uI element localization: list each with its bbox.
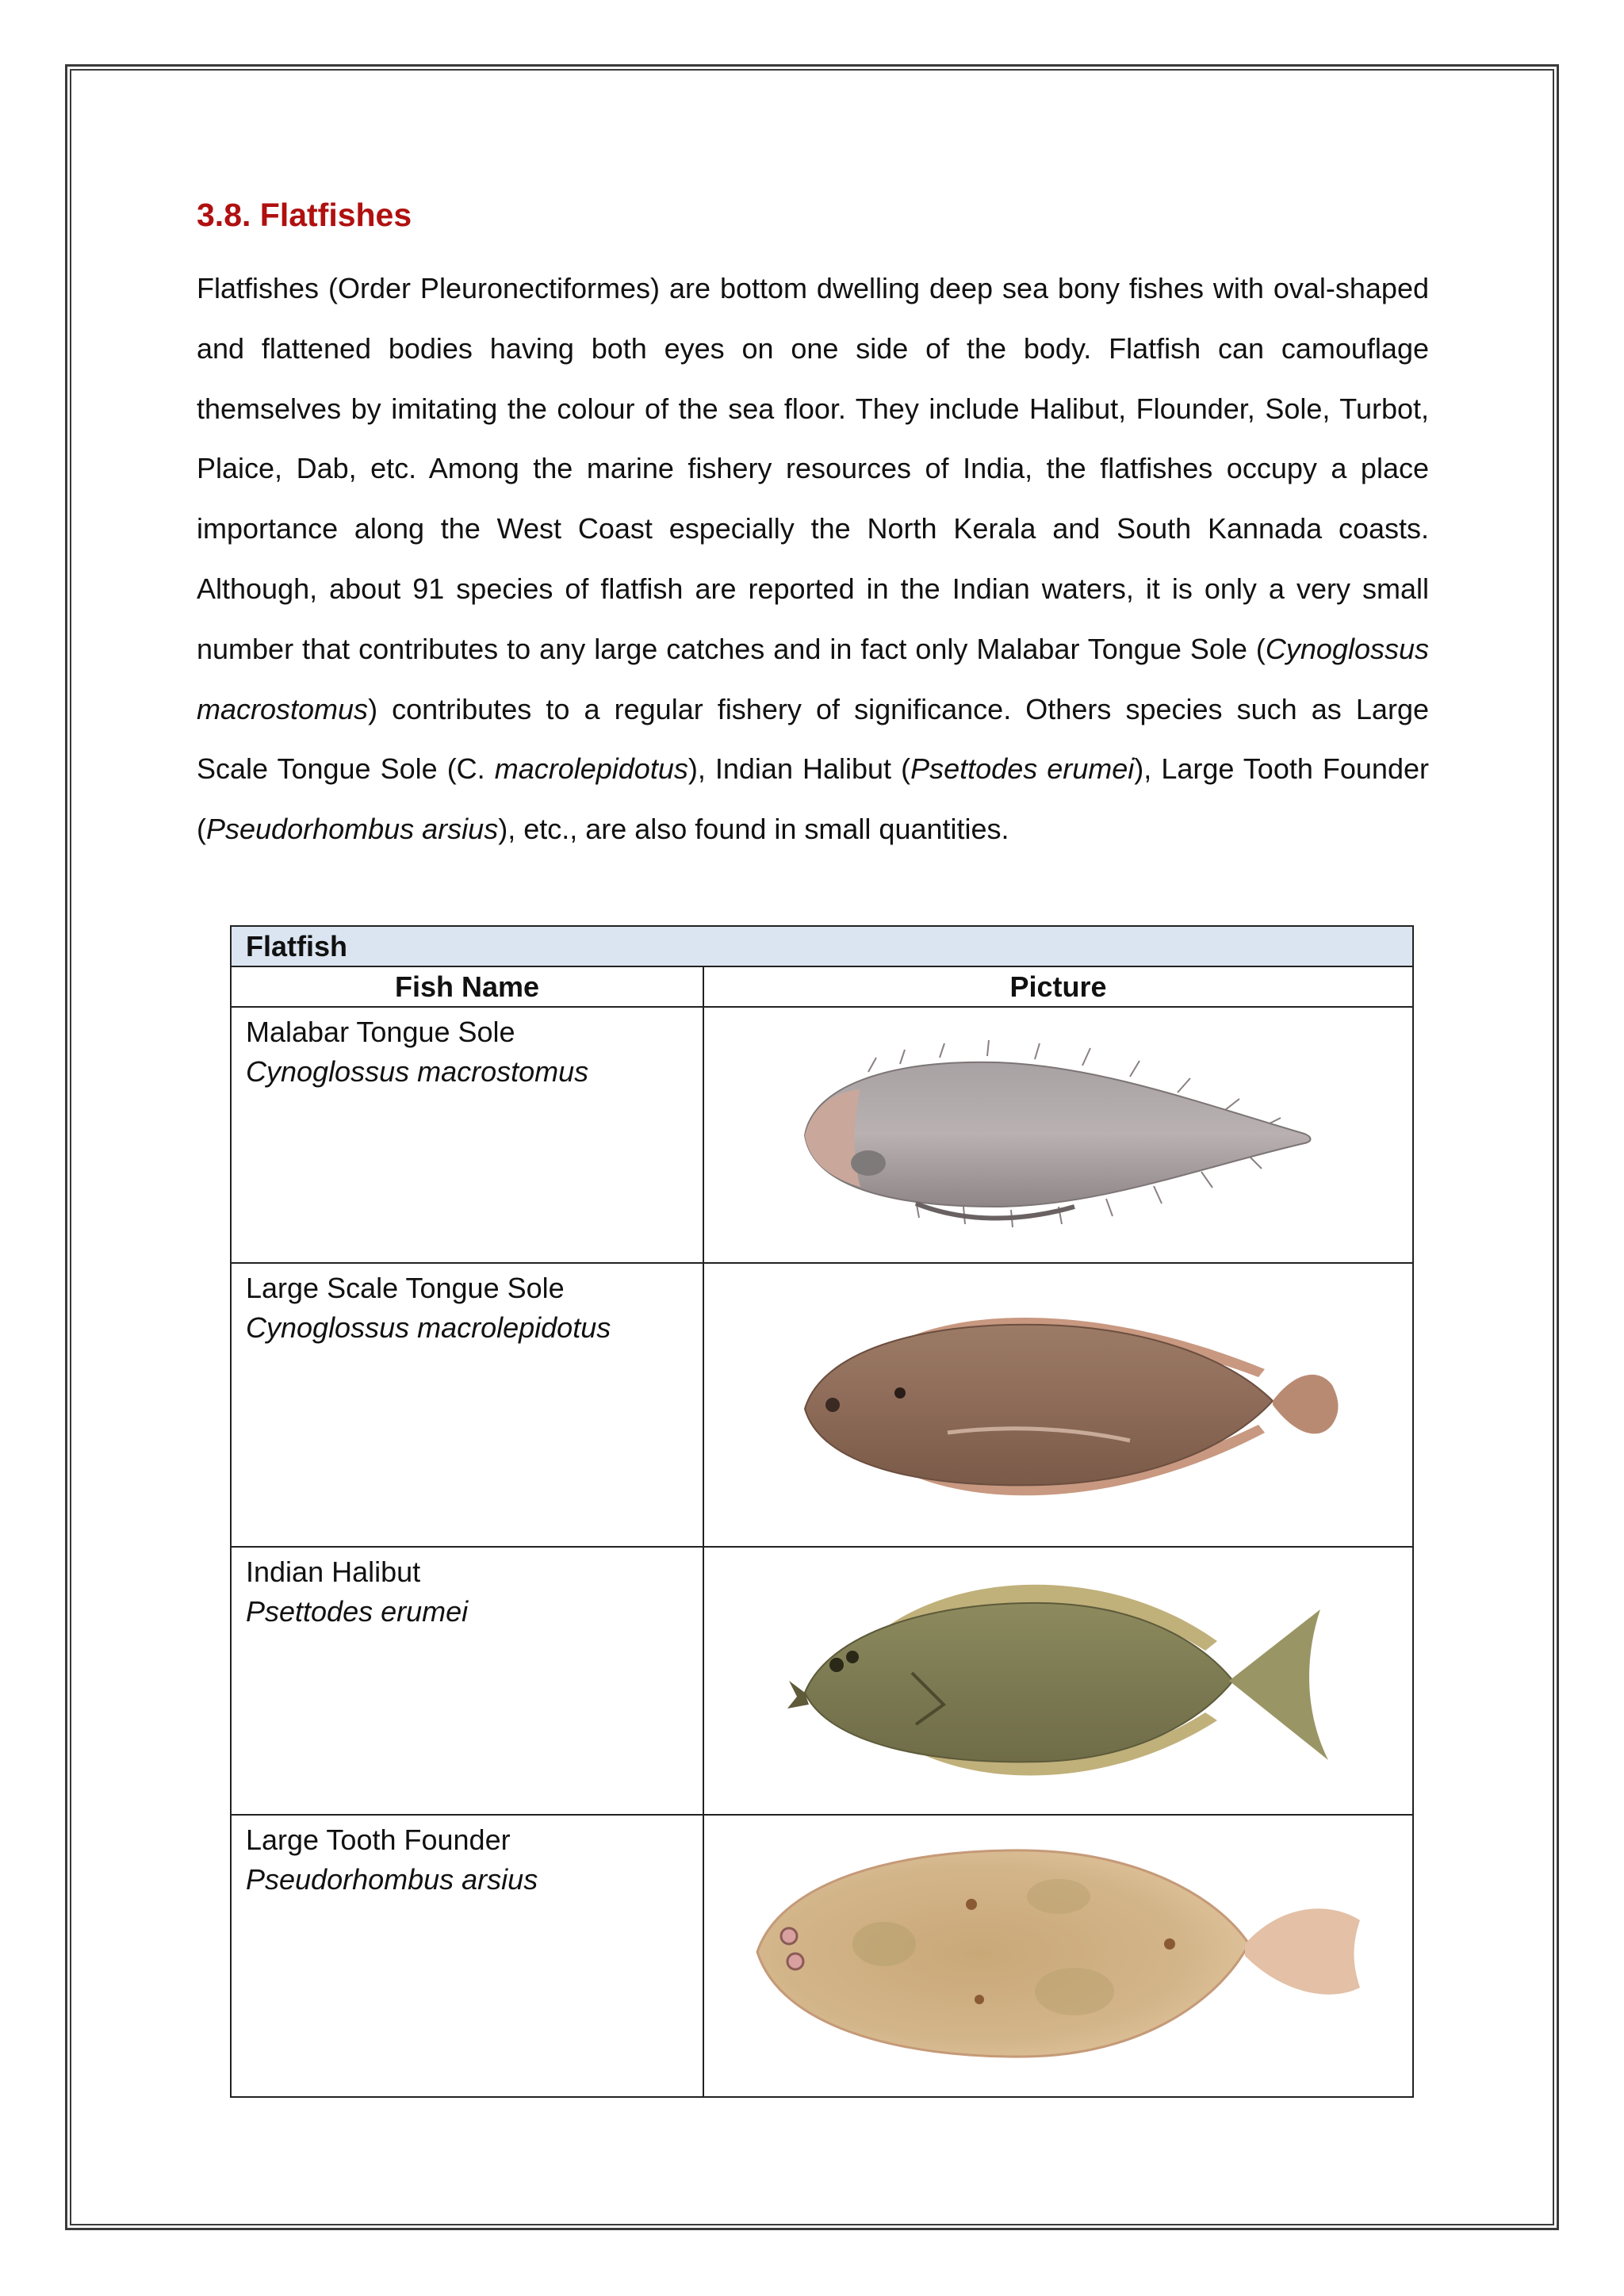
paragraph-run: ), etc., are also found in small quantities. bbox=[498, 813, 1009, 846]
fish-scientific-name: Cynoglossus macrostomus bbox=[246, 1055, 589, 1088]
table-header-row bbox=[231, 966, 1413, 1007]
column-header-picture: Picture bbox=[703, 966, 1413, 1007]
fish-picture-cell bbox=[703, 1815, 1413, 2097]
paragraph-run-italic: Cynoglossus macrostomus bbox=[197, 632, 1429, 725]
fish-scientific-name: Pseudorhombus arsius bbox=[246, 1863, 538, 1896]
paragraph-run: Flatfishes (Order Pleuronectiformes) are bottom dwelling deep sea bony fishes with oval-shaped and flattened bodies having both eyes on one side of the body. Flatfish can camouflage themselves by imitating the colour of the sea floor. They include Halibut, Flounder, Sole, Turbot, Plaice, Dab, etc. Among the marine fishery resources of India, the flatfishes occupy a place importance along the West Coast especially the North Kerala and South Kannada coasts. Although, about 91 species of flatfish are reported in the Indian waters, it is only a very small number that contributes to any large catches and in fact only Malabar Tongue Sole ( bbox=[197, 272, 1429, 665]
paragraph-run-italic: Psettodes erumei bbox=[910, 752, 1135, 786]
column-header-fish-name: Fish Name bbox=[231, 966, 703, 1007]
fish-name-cell bbox=[231, 1815, 703, 2097]
fish-scientific-name: Cynoglossus macrolepidotus bbox=[246, 1311, 611, 1344]
table-row bbox=[231, 1547, 1413, 1815]
fish-name-cell bbox=[231, 1263, 703, 1547]
table-row bbox=[231, 1815, 1413, 2097]
fish-common-name: Large Scale Tongue Sole bbox=[246, 1272, 565, 1304]
fish-picture-cell bbox=[703, 1007, 1413, 1263]
table-row bbox=[231, 1263, 1413, 1547]
section-heading: 3.8. Flatfishes bbox=[197, 197, 412, 233]
paragraph-run-italic: Pseudorhombus arsius bbox=[206, 813, 499, 846]
paragraph-run: ), Large Tooth Founder ( bbox=[197, 752, 1429, 846]
malabar-tongue-sole-photo bbox=[757, 1016, 1360, 1254]
paragraph-run: ), Indian Halibut ( bbox=[688, 752, 911, 786]
table-row bbox=[231, 1007, 1413, 1263]
paragraph-run: ) contributes to a regular fishery of significance. Others species such as Large Scale Tongue Sole (C. bbox=[197, 692, 1429, 786]
paragraph-run-italic: macrolepidotus bbox=[494, 752, 688, 786]
fish-picture-cell bbox=[703, 1547, 1413, 1815]
flatfish-table bbox=[230, 925, 1414, 2098]
body-shape bbox=[805, 1062, 1311, 1206]
fish-common-name: Indian Halibut bbox=[246, 1556, 421, 1588]
fish-scientific-name: Psettodes erumei bbox=[246, 1595, 469, 1628]
fish-common-name: Large Tooth Founder bbox=[246, 1823, 511, 1856]
indian-halibut-photo bbox=[773, 1554, 1344, 1808]
tail-fin bbox=[1245, 1908, 1360, 1994]
fish-picture-cell bbox=[703, 1263, 1413, 1547]
fish-name-cell bbox=[231, 1007, 703, 1263]
section-paragraph bbox=[197, 258, 1429, 859]
body-shape bbox=[757, 1850, 1249, 2057]
fish-name-cell bbox=[231, 1547, 703, 1815]
table-title-row bbox=[231, 926, 1413, 966]
table-title: Flatfish bbox=[231, 926, 1413, 966]
fish-common-name: Malabar Tongue Sole bbox=[246, 1016, 515, 1048]
large-tooth-flounder-photo bbox=[741, 1825, 1376, 2087]
large-scale-tongue-sole-photo bbox=[757, 1274, 1360, 1536]
tail-fin bbox=[1229, 1609, 1328, 1760]
